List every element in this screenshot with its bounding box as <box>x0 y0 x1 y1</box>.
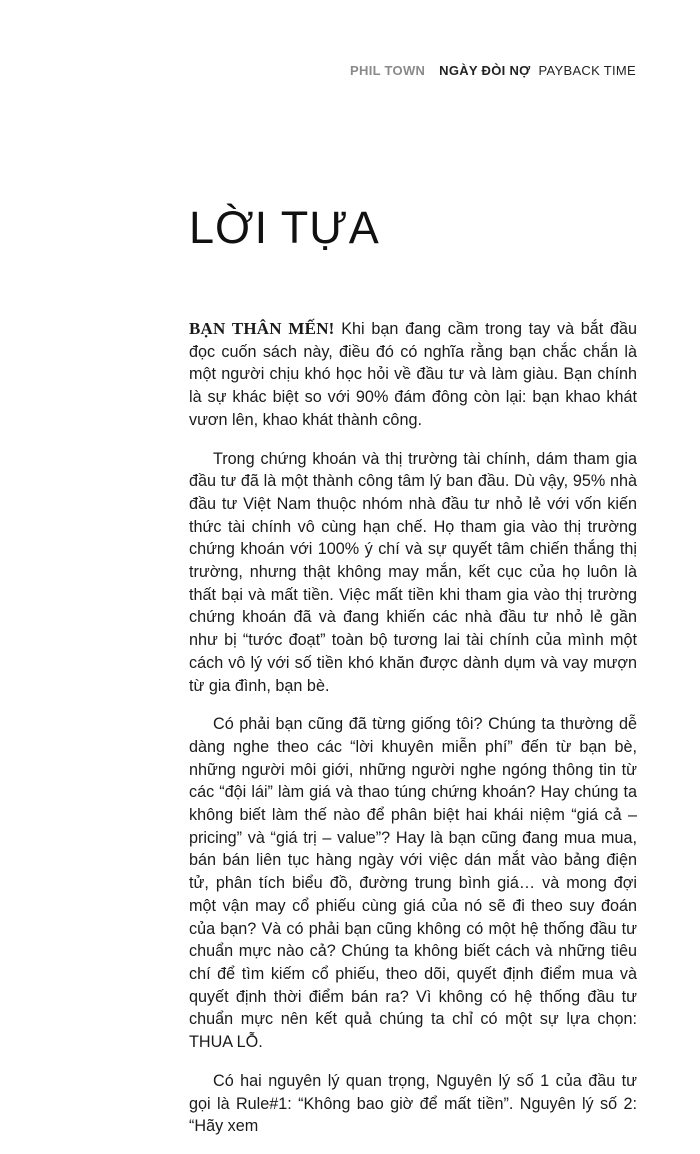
header-book-title-en: PAYBACK TIME <box>538 63 636 78</box>
chapter-title: LỜI TỰA <box>189 202 380 253</box>
paragraph-2: Trong chứng khoán và thị trường tài chính, dám tham gia đầu tư đã là một thành công tâm lý ban đầu. Dù vậy, 95% nhà đầu tư Việt Nam thuộc nhóm nhà đầu tư nhỏ lẻ với vốn kiến thức tài chính vô cùng hạn chế. Họ tham gia vào thị trường chứng khoán với 100% ý chí và sự quyết tâm chiến thắng thị trường, nhưng thật không may mắn, kết cục của họ luôn là thất bại và mất tiền. Việc mất tiền khi tham gia vào thị trường chứng khoán đã và đang khiến các nhà đầu tư nhỏ lẻ gần như bị “tước đoạt” toàn bộ tương lai tài chính của mình một cách vô lý với số tiền khó khăn được dành dụm và vay mượn từ gia đình, bạn bè. <box>189 449 637 695</box>
body-text <box>189 318 637 1154</box>
header-author: PHIL TOWN <box>350 63 426 78</box>
paragraph-4: Có hai nguyên lý quan trọng, Nguyên lý số 1 của đầu tư gọi là Rule#1: “Không bao giờ để mất tiền”. Nguyên lý số 2: “Hãy xem <box>189 1071 637 1136</box>
lead-in: BẠN THÂN MẾN! <box>189 319 335 338</box>
header-book-title-vi: NGÀY ĐÒI NỢ <box>439 63 531 78</box>
paragraph-1-text: Khi bạn đang cầm trong tay và bắt đầu đọc cuốn sách này, điều đó có nghĩa rằng bạn chắc chắn là một người chịu khó học hỏi về đầu tư và làm giàu. Bạn chính là sự khác biệt so với 90% đám đông còn lại: bạn khao khát vươn lên, khao khát thành công. <box>189 320 637 429</box>
paragraph-3: Có phải bạn cũng đã từng giống tôi? Chúng ta thường dễ dàng nghe theo các “lời khuyên miễn phí” đến từ bạn bè, những người môi giới, những người nghe ngóng thông tin từ các “đội lái” làm giá và thao túng chứng khoán? Hay chúng ta không biết làm thế nào để phân biệt hai khái niệm “giá cả – pricing” và “giá trị – value”? Hay là bạn cũng đang mua mua, bán bán liên tục hàng ngày với việc dán mắt vào bảng điện tử, phân tích biểu đồ, đường trung bình giá… và mong đợi một vận may cổ phiếu cùng giá của nó sẽ đi theo suy đoán của bạn? Và có phải bạn cũng không có một hệ thống đầu tư chuẩn mực nào cả? Chúng ta không biết cách và những tiêu chí để tìm kiếm cổ phiếu, theo dõi, quyết định điểm mua và quyết định thời điểm bán ra? Vì không có hệ thống đầu tư chuẩn mực nên kết quả chúng ta chỉ có một sự lựa chọn: THUA LỖ. <box>189 715 637 1052</box>
running-header <box>350 63 636 78</box>
paragraph-1 <box>189 318 637 432</box>
